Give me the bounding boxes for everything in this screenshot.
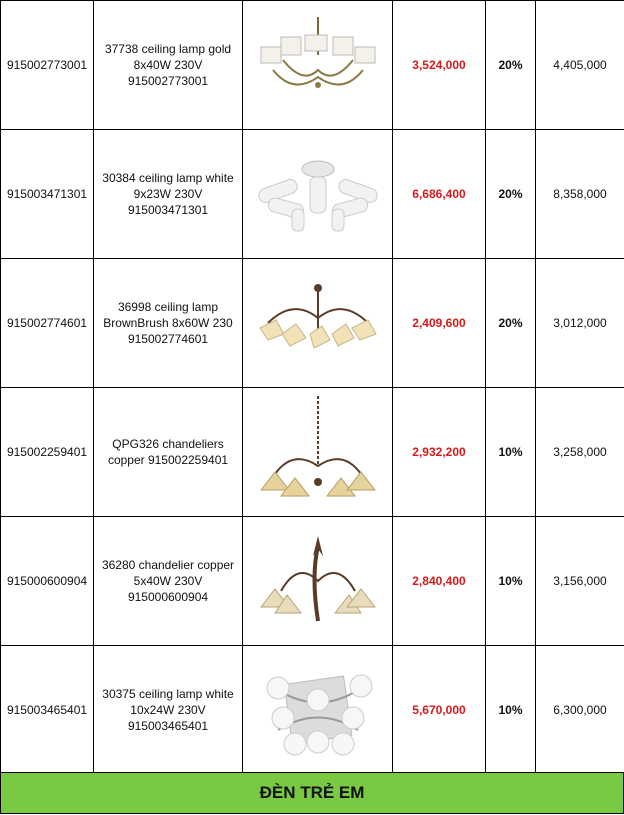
section-header-children-lamps: ĐÈN TRẺ EM [0,772,624,814]
discount: 20% [486,130,536,259]
product-image [243,517,393,646]
product-name: 37738 ceiling lamp gold 8x40W 230V 915002773001 [94,1,243,130]
table-row [1,1,624,130]
discount: 10% [486,517,536,646]
product-name: 30384 ceiling lamp white 9x23W 230V 915003471301 [94,130,243,259]
ceiling-lamp-globes-icon [253,660,383,760]
product-code: 915002259401 [1,388,94,517]
sale-price: 2,409,600 [393,259,486,388]
sale-price: 2,932,200 [393,388,486,517]
discount: 10% [486,646,536,775]
product-code: 915003471301 [1,130,94,259]
table-row [1,388,624,517]
product-code: 915002774601 [1,259,94,388]
product-image [243,130,393,259]
product-name: 36280 chandelier copper 5x40W 230V 915000600904 [94,517,243,646]
list-price: 3,258,000 [536,388,624,517]
discount: 20% [486,1,536,130]
list-price: 3,012,000 [536,259,624,388]
sale-price: 3,524,000 [393,1,486,130]
sale-price: 5,670,000 [393,646,486,775]
discount: 20% [486,259,536,388]
chandelier-copper-icon [253,394,383,510]
product-code: 915000600904 [1,517,94,646]
product-name: 36998 ceiling lamp BrownBrush 8x60W 230 915002774601 [94,259,243,388]
list-price: 8,358,000 [536,130,624,259]
sale-price: 2,840,400 [393,517,486,646]
ceiling-lamp-white-icon [248,149,388,239]
table-row [1,517,624,646]
ceiling-lamp-brown-icon [248,278,388,368]
table-row [1,646,624,775]
chandelier-gold-lamp-icon [253,15,383,115]
product-image [243,259,393,388]
product-image [243,646,393,775]
table-row [1,130,624,259]
product-image [243,388,393,517]
list-price: 4,405,000 [536,1,624,130]
sale-price: 6,686,400 [393,130,486,259]
product-name: 30375 ceiling lamp white 10x24W 230V 915003465401 [94,646,243,775]
chandelier-copper-leaf-icon [253,531,383,631]
product-name: QPG326 chandeliers copper 915002259401 [94,388,243,517]
product-code: 915003465401 [1,646,94,775]
list-price: 6,300,000 [536,646,624,775]
table-row [1,259,624,388]
discount: 10% [486,388,536,517]
product-code: 915002773001 [1,1,94,130]
list-price: 3,156,000 [536,517,624,646]
product-image [243,1,393,130]
